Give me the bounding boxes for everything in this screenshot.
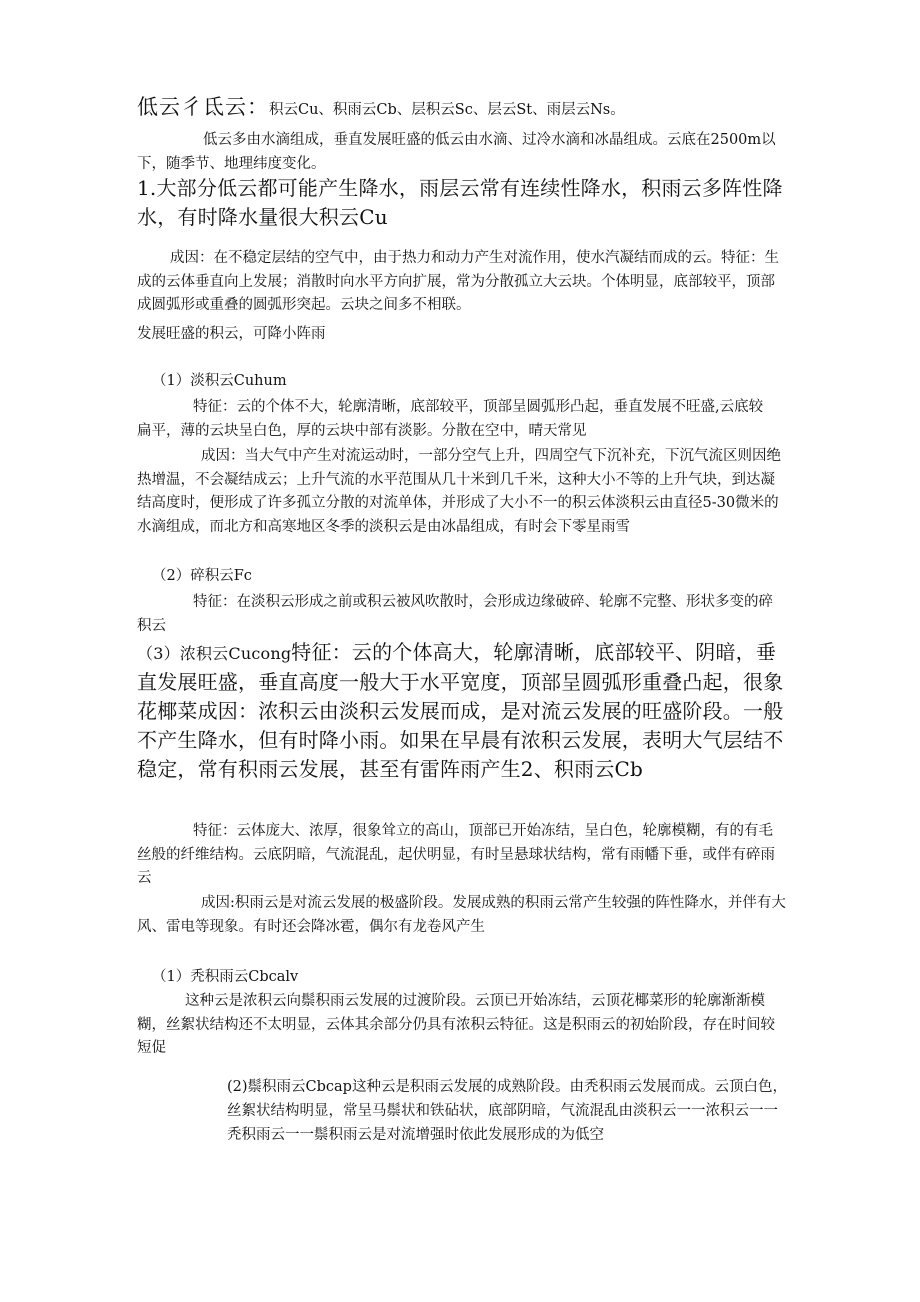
cb-cause-paragraph: 成因:积雨云是对流云发展的极盛阶段。发展成熟的积雨云常产生较强的阵性降水，并伴有大风、雷电等现象。有时还会降冰雹，偶尔有龙卷风产生 [137, 895, 786, 935]
cu-rain-line: 发展旺盛的积云，可降小阵雨 [137, 326, 326, 342]
heading-low-cloud-precipitation: 1.大部分低云都可能产生降水，雨层云常有连续性降水，积雨云多阵性降水，有时降水量很大积云Cu [137, 176, 783, 229]
cbcap-paragraph: (2)鬃积雨云Cbcap这种云是积雨云发展的成熟阶段。由秃积雨云发展而成。云顶白色，丝絮状结构明显，常呈马鬃状和铁砧状，底部阴暗，气流混乱由淡积云一一浓积云一一秃积雨云一一鬃积雨云是对流增强时依此发展形成的为低空 [227, 1079, 787, 1143]
cucong-paragraph [137, 638, 792, 784]
title-cloud-list: 积云Cu、积雨云Cb、层积云Sc、层云St、雨层云Ns。 [269, 102, 625, 118]
cuhum-cause-paragraph: 成因：当大气中产生对流运动时，一部分空气上升，四周空气下沉补充，下沉气流区则因绝热增温，不会凝结成云；上升气流的水平范围从几十米到几千米，这种大小不等的上升气块，到达凝结高度时，便形成了许多孤立分散的对流单体，并形成了大小不一的积云体淡积云由直径5-30微米的水滴组成，而北方和高寒地区冬季的淡积云是由冰晶组成，有时会下零星雨雪 [137, 448, 781, 535]
cucong-text: 特征：云的个体高大，轮廓清晰，底部较平、阴暗，垂直发展旺盛，垂直高度一般大于水平宽度，顶部呈圆弧形重叠凸起，很象花椰菜成因：浓积云由淡积云发展而成，是对流云发展的旺盛阶段。一般不产生降水，但有时降小雨。如果在早晨有浓积云发展，表明大气层结不稳定，常有积雨云发展，甚至有雷阵雨产生2、积雨云Cb [137, 640, 784, 781]
fc-feature-paragraph: 特征：在淡积云形成之前或积云被风吹散时，会形成边缘破碎、轮廓不完整、形状多变的碎积云 [137, 594, 773, 634]
cbcalv-paragraph: 这种云是浓积云向鬃积雨云发展的过渡阶段。云顶已开始冻结，云顶花椰菜形的轮廓渐渐模糊，丝絮状结构还不太明显，云体其余部分仍具有浓积云特征。这是积雨云的初始阶段，存在时间较短促 [137, 993, 775, 1056]
fc-heading: （2）碎积云Fc [152, 568, 252, 584]
title-main: 低云彳氐云： [137, 95, 269, 119]
cuhum-feature-paragraph: 特征：云的个体不大，轮廓清晰，底部较平，顶部呈圆弧形凸起，垂直发展不旺盛,云底较扁平，薄的云块呈白色，厚的云块中部有淡影。分散在空中，晴天常见 [137, 399, 764, 439]
cucong-heading: （3）浓积云Cucong [137, 644, 292, 663]
cbcalv-heading: （1）秃积雨云Cbcalv [152, 969, 299, 985]
cuhum-heading: （1）淡积云Cuhum [152, 373, 287, 389]
cb-feature-paragraph: 特征：云体庞大、浓厚，很象耸立的高山，顶部已开始冻结，呈白色，轮廓模糊，有的有毛丝般的纤维结构。云底阴暗，气流混乱，起伏明显，有时呈悬球状结构，常有雨幡下垂，或伴有碎雨云 [137, 823, 775, 886]
intro-paragraph: 低云多由水滴组成，垂直发展旺盛的低云由水滴、过冷水滴和冰晶组成。云底在2500m以下，随季节、地理纬度变化。 [137, 132, 776, 172]
page-title [137, 92, 837, 125]
cu-cause-paragraph: 成因：在不稳定层结的空气中，由于热力和动力产生对流作用，使水汽凝结而成的云。特征：生成的云体垂直向上发展；消散时向水平方向扩展，常为分散孤立大云块。个体明显，底部较平，顶部成圆弧形或重叠的圆弧形突起。云块之间多不相联。 [137, 250, 779, 313]
